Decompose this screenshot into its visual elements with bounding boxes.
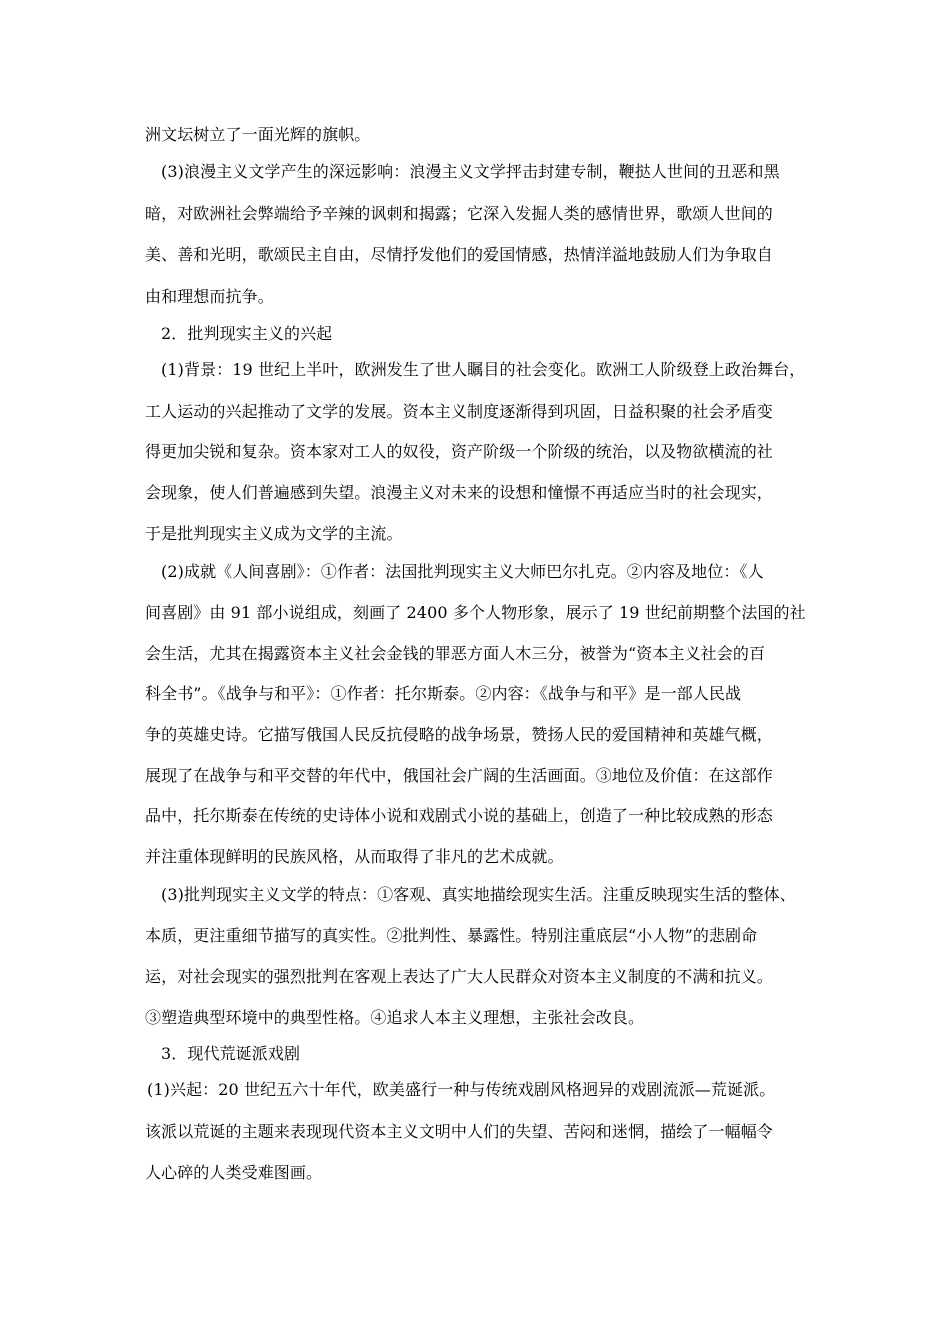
paragraph-line: 工人运动的兴起推动了文学的发展。资本主义制度逐渐得到巩固，日益积聚的社会矛盾变 — [145, 402, 773, 421]
paragraph-line: 本质，更注重细节描写的真实性。②批判性、暴露性。特别注重底层“小人物”的悲剧命 — [145, 926, 758, 945]
paragraph-line: 暗，对欧洲社会弊端给予辛辣的讽刺和揭露；它深入发掘人类的感情世界，歌颂人世间的 — [145, 204, 773, 223]
paragraph-line: 洲文坛树立了一面光辉的旗帜。 — [145, 125, 371, 144]
section-heading: 3．现代荒诞派戏剧 — [161, 1044, 301, 1063]
paragraph-line: 会生活，尤其在揭露资本主义社会金钱的罪恶方面人木三分，被誉为“资本主义社会的百 — [145, 644, 766, 663]
paragraph-line: 得更加尖锐和复杂。资本家对工人的奴役，资产阶级一个阶级的统治，以及物欲横流的社 — [145, 442, 773, 461]
paragraph-line: (3)浪漫主义文学产生的深远影响：浪漫主义文学抨击封建专制，鞭挞人世间的丑恶和黑 — [161, 162, 780, 181]
paragraph-line: 运，对社会现实的强烈批判在客观上表达了广大人民群众对资本主义制度的不满和抗义。 — [145, 967, 773, 986]
paragraph-line: 于是批判现实主义成为文学的主流。 — [145, 524, 403, 543]
paragraph-line: 会现象，使人们普遍感到失望。浪漫主义对未来的设想和憧憬不再适应当时的社会现实， — [145, 483, 773, 502]
paragraph-line: (2)成就《人间喜剧》：①作者：法国批判现实主义大师巴尔扎克。②内容及地位：《人 — [161, 562, 764, 581]
paragraph-line: 美、善和光明，歌颂民主自由，尽情抒发他们的爱国情感，热情洋溢地鼓励人们为争取自 — [145, 245, 773, 264]
paragraph-line: 该派以荒诞的主题来表现现代资本主义文明中人们的失望、苦闷和迷惘，描绘了一幅幅令 — [145, 1122, 773, 1141]
paragraph-line: 间喜剧》由 91 部小说组成，刻画了 2400 多个人物形象，展示了 19 世纪前期整个法国的社 — [145, 603, 806, 622]
paragraph-line: 争的英雄史诗。它描写俄国人民反抗侵略的战争场景，赞扬人民的爱国精神和英雄气概， — [145, 725, 773, 744]
paragraph-line: 品中，托尔斯泰在传统的史诗体小说和戏剧式小说的基础上，创造了一种比较成熟的形态 — [145, 806, 773, 825]
paragraph-line: (1)背景：19 世纪上半叶，欧洲发生了世人瞩目的社会变化。欧洲工人阶级登上政治舞台， — [161, 360, 806, 379]
paragraph-line: 并注重体现鲜明的民族风格，从而取得了非凡的艺术成就。 — [145, 847, 564, 866]
paragraph-line: ③塑造典型环境中的典型性格。④追求人本主义理想，主张社会改良。 — [145, 1008, 645, 1027]
paragraph-line: (3)批判现实主义文学的特点：①客观、真实地描绘现实生活。注重反映现实生活的整体、 — [161, 885, 796, 904]
paragraph-line: 展现了在战争与和平交替的年代中，俄国社会广阔的生活画面。③地位及价值：在这部作 — [145, 766, 773, 785]
paragraph-line: 人心碎的人类受难图画。 — [145, 1163, 323, 1182]
paragraph-line: (1)兴起：20 世纪五六十年代，欧美盛行一种与传统戏剧风格迥异的戏剧流派—荒诞派。 — [147, 1080, 776, 1099]
paragraph-line: 科全书”。《战争与和平》：①作者：托尔斯泰。②内容：《战争与和平》是一部人民战 — [145, 684, 742, 703]
paragraph-line: 由和理想而抗争。 — [145, 287, 274, 306]
section-heading: 2．批判现实主义的兴起 — [161, 324, 333, 343]
